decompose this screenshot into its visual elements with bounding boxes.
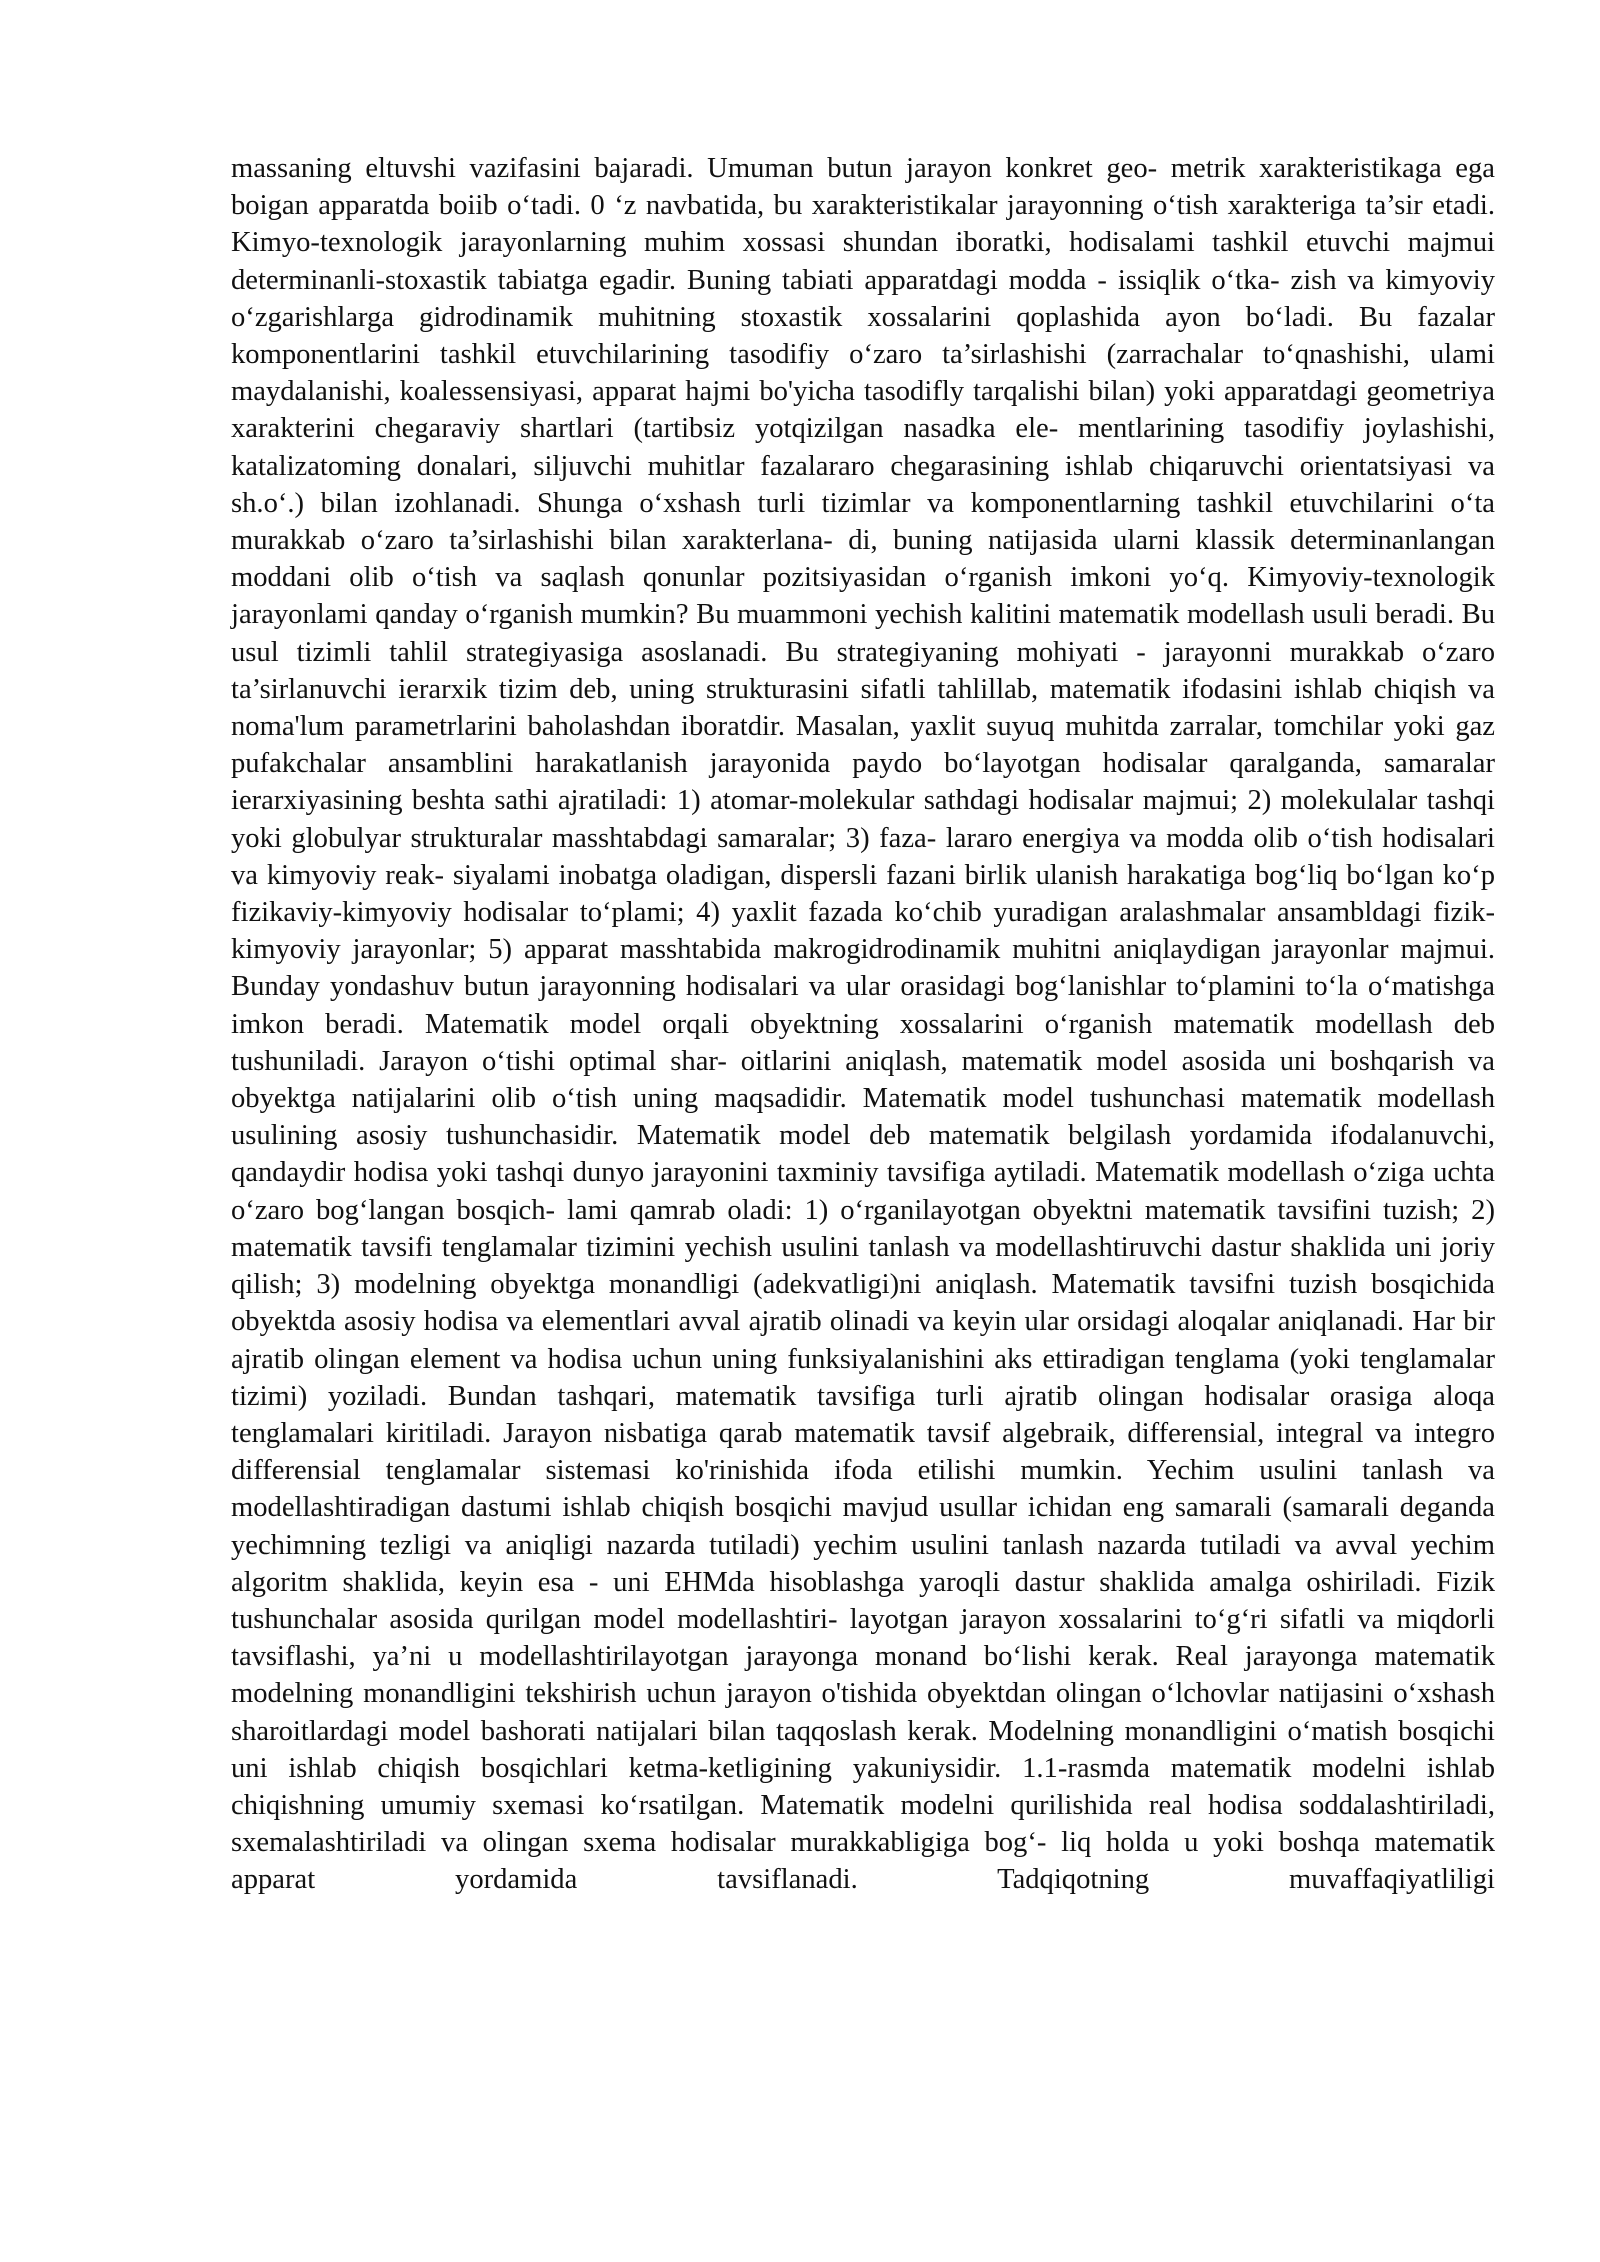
body-paragraph: massaning eltuvshi vazifasini bajaradi. Umuman butun jarayon konkret geo- metrik xarakteristikaga ega boigan apparatda boiib o‘tadi. 0 ‘z navbatida, bu xarakteristikalar jarayonning o‘tish xarakteriga ta’sir etadi. Kimyo-texnologik jarayonlarning muhim xossasi shundan iboratki, hodisalami tashkil etuvchi majmui determinanli-stoxastik tabiatga egadir. Buning tabiati apparatdagi modda - issiqlik o‘tka- zish va kimyoviy o‘zgarishlarga gidrodinamik muhitning stoxastik xossalarini qoplashida ayon bo‘ladi. Bu fazalar komponentlarini tashkil etuvchilarining tasodifiy o‘zaro ta’sirlashishi (zarrachalar to‘qnashishi, ulami maydalanishi, koalessensiyasi, apparat hajmi bo'yicha tasodifly tarqalishi bilan) yoki apparatdagi geometriya xarakterini chegaraviy shartlari (tartibsiz yotqizilgan nasadka ele- mentlarining tasodifiy joylashishi, katalizatoming donalari, siljuvchi muhitlar fazalararo chegarasining ishlab chiqaruvchi orientatsiyasi va sh.o‘.) bilan izohlanadi. Shunga o‘xshash turli tizimlar va komponentlarning tashkil etuvchilarini o‘ta murakkab o‘zaro ta’sirlashishi bilan xarakterlana- di, buning natijasida ularni klassik determinanlangan moddani olib o‘tish va saqlash qonunlar pozitsiyasidan o‘rganish imkoni yo‘q. Kimyoviy-texnologik jarayonlami qanday o‘rganish mumkin? Bu muammoni yechish kalitini matematik modellash usuli beradi. Bu usul tizimli tahlil strategiyasiga asoslanadi. Bu strategiyaning mohiyati - jarayonni murakkab o‘zaro ta’sirlanuvchi ierarxik tizim deb, uning strukturasini sifatli tahlillab, matematik ifodasini ishlab chiqish va noma'lum parametrlarini baholashdan iboratdir. Masalan, yaxlit suyuq muhitda zarralar, tomchilar yoki gaz pufakchalar ansamblini harakatlanish jarayonida paydo bo‘layotgan hodisalar qaralganda, samaralar ierarxiyasining beshta sathi ajratiladi: 1) atomar-molekular sathdagi hodisalar majmui; 2) molekulalar tashqi yoki globulyar strukturalar masshtabdagi samaralar; 3) faza- lararo energiya va modda olib o‘tish hodisalari va kimyoviy reak- siyalami inobatga oladigan, dispersli fazani birlik ulanish harakatiga bog‘liq bo‘lgan ko‘p fizikaviy-kimyoviy hodisalar to‘plami; 4) yaxlit fazada ko‘chib yuradigan aralashmalar ansambldagi fizik- kimyoviy jarayonlar; 5) apparat masshtabida makrogidrodinamik muhitni aniqlaydigan jarayonlar majmui. Bunday yondashuv butun jarayonning hodisalari va ular orasidagi bog‘lanishlar to‘plamini to‘la o‘matishga imkon beradi. Matematik model orqali obyektning xossalarini o‘rganish matematik modellash deb tushuniladi. Jarayon o‘tishi optimal shar- oitlarini aniqlash, matematik model asosida uni boshqarish va obyektga natijalarini olib o‘tish uning maqsadidir. Matematik model tushunchasi matematik modellash usulining asosiy tushunchasidir. Matematik model deb matematik belgilash yordamida ifodalanuvchi, qandaydir hodisa yoki tashqi dunyo jarayonini taxminiy tavsifiga aytiladi. Matematik modellash o‘ziga uchta o‘zaro bog‘langan bosqich- lami qamrab oladi: 1) o‘rganilayotgan obyektni matematik tavsifini tuzish; 2) matematik tavsifi tenglamalar tizimini yechish usulini tanlash va modellashtiruvchi dastur shaklida uni joriy qilish; 3) modelning obyektga monandligi (adekvatligi)ni aniqlash. Matematik tavsifni tuzish bosqichida obyektda asosiy hodisa va elementlari avval ajratib olinadi va keyin ular orsidagi aloqalar aniqlanadi. Har bir ajratib olingan element va hodisa uchun uning funksiyalanishini aks ettiradigan tenglama (yoki tenglamalar tizimi) yoziladi. Bundan tashqari, matematik tavsifiga turli ajratib olingan hodisalar orasiga aloqa tenglamalari kiritiladi. Jarayon nisbatiga qarab matematik tavsif algebraik, differensial, integral va integro differensial tenglamalar sistemasi ko'rinishida ifoda etilishi mumkin. Yechim usulini tanlash va modellashtiradigan dastumi ishlab chiqish bosqichi mavjud usullar ichidan eng samarali (samarali deganda yechimning tezligi va aniqligi nazarda tutiladi) yechim usulini tanlash nazarda tutiladi va avval yechim algoritm shaklida, keyin esa - uni EHMda hisoblashga yaroqli dastur shaklida amalga oshiriladi. Fizik tushunchalar asosida qurilgan model modellashtiri- layotgan jarayon xossalarini to‘g‘ri sifatli va miqdorli tavsiflashi, ya’ni u modellashtirilayotgan jarayonga monand bo‘lishi kerak. Real jarayonga matematik modelning monandligini tekshirish uchun jarayon o'tishida obyektdan olingan o‘lchovlar natijasini o‘xshash sharoitlardagi model bashorati natijalari bilan taqqoslash kerak. Modelning monandligini o‘matish bosqichi uni ishlab chiqish bosqichlari ketma-ketligining yakuniysidir. 1.1-rasmda matematik modelni ishlab chiqishning umumiy sxemasi ko‘rsatilgan. Matematik modelni qurilishida real hodisa soddalashtiriladi, sxemalashtiriladi va olingan sxema hodisalar murakkabligiga bog‘- liq holda u yoki boshqa matematik apparat yordamida tavsiflanadi. Tadqiqotning muvaffaqiyatliligi — [231, 153, 1495, 1896]
